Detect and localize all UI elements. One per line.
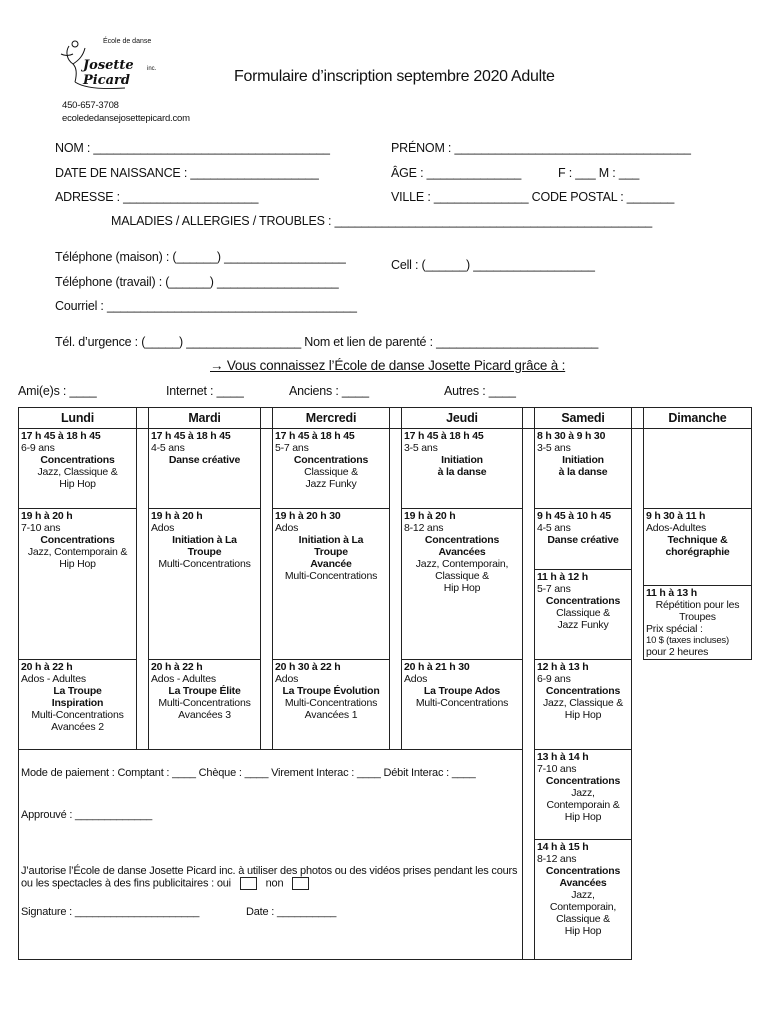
autres-field[interactable]: Autres : ____ [444, 384, 516, 398]
class-samedi-3: 11 h à 12 h 5-7 ans Concentrations Classique & Jazz Funky [537, 571, 621, 631]
class-samedi-1: 8 h 30 à 9 h 30 3-5 ans Initiation à la danse [535, 429, 632, 509]
sexe-field[interactable]: F : ___ M : ___ [558, 166, 640, 180]
nom-field[interactable]: NOM : ___________________________________ [55, 141, 330, 155]
day-mardi: Mardi [149, 408, 261, 429]
day-header-row [19, 408, 752, 429]
autorise-line1: J’autorise l’École de danse Josette Picard inc. à utiliser des photos ou des vidéos prises pendant les cours [21, 864, 518, 877]
payment-section [19, 750, 523, 840]
paiement-field[interactable]: Mode de paiement : Comptant : ____ Chèque : ____ Virement Interac : ____ Débit Interac : ____ [21, 767, 476, 779]
authorization-section [19, 840, 523, 960]
class-samedi-6: 14 h à 15 h 8-12 ans Concentrations Avancées Jazz, Contemporain, Classique & Hip Hop [535, 840, 632, 960]
class-mercredi-1: 17 h 45 à 18 h 45 5-7 ans Concentrations Classique & Jazz Funky [273, 429, 390, 509]
school-logo [55, 38, 165, 100]
signature-field[interactable]: Signature : _____________________ [21, 905, 200, 918]
class-mardi-1: 17 h 45 à 18 h 45 4-5 ans Danse créative [149, 429, 261, 509]
class-mardi-3: 20 h à 22 h Ados - Adultes La Troupe Élite Multi-Concentrations Avancées 3 [149, 660, 261, 750]
phone-number: 450-657-3708 [62, 100, 119, 111]
adresse-field[interactable]: ADRESSE : ____________________ [55, 190, 259, 204]
class-mardi-2: 19 h à 20 h Ados Initiation à La Troupe Multi-Concentrations [149, 509, 261, 660]
class-mercredi-2: 19 h à 20 h 30 Ados Initiation à La Troupe Avancée Multi-Concentrations [273, 509, 390, 660]
tel-maison-field[interactable]: Téléphone (maison) : (______) __________________ [55, 250, 346, 264]
class-dimanche-1: 9 h 30 à 11 h Ados-Adultes Technique & chorégraphie [644, 509, 751, 586]
day-lundi: Lundi [19, 408, 137, 429]
class-lundi-2: 19 h à 20 h 7-10 ans Concentrations Jazz, Contemporain & Hip Hop [19, 509, 137, 660]
internet-field[interactable]: Internet : ____ [166, 384, 244, 398]
prenom-field[interactable]: PRÉNOM : ___________________________________ [391, 141, 691, 155]
class-jeudi-1: 17 h 45 à 18 h 45 3-5 ans Initiation à la danse [402, 429, 523, 509]
day-dimanche: Dimanche [644, 408, 752, 429]
class-jeudi-2: 19 h à 20 h 8-12 ans Concentrations Avancées Jazz, Contemporain, Classique & Hip Hop [402, 509, 523, 660]
oui-checkbox[interactable] [240, 877, 257, 890]
approuve-field[interactable]: Approuvé : _____________ [21, 809, 152, 821]
non-checkbox[interactable] [292, 877, 309, 890]
date-naissance-field[interactable]: DATE DE NAISSANCE : ___________________ [55, 166, 319, 180]
class-samedi-2: 9 h 45 à 10 h 45 4-5 ans Danse créative [535, 509, 631, 570]
class-lundi-1: 17 h 45 à 18 h 45 6-9 ans Concentrations Jazz, Classique & Hip Hop [19, 429, 137, 509]
class-mercredi-3: 20 h 30 à 22 h Ados La Troupe Évolution Multi-Concentrations Avancées 1 [273, 660, 390, 750]
class-lundi-3: 20 h à 22 h Ados - Adultes La Troupe Inspiration Multi-Concentrations Avancées 2 [19, 660, 137, 750]
tel-travail-field[interactable]: Téléphone (travail) : (______) __________________ [55, 275, 339, 289]
class-dimanche-2: 11 h à 13 h Répétition pour les Troupes Prix spécial : 10 $ (taxes incluses) pour 2 heures [646, 587, 740, 658]
date-field[interactable]: Date : __________ [246, 905, 337, 918]
cell-field[interactable]: Cell : (______) __________________ [391, 258, 595, 272]
class-samedi-4: 12 h à 13 h 6-9 ans Concentrations Jazz, Classique & Hip Hop [535, 660, 632, 750]
schedule-table [18, 407, 752, 960]
ville-codepostal-field[interactable]: VILLE : ______________ CODE POSTAL : _______ [391, 190, 675, 204]
anciens-field[interactable]: Anciens : ____ [289, 384, 369, 398]
class-jeudi-3: 20 h à 21 h 30 Ados La Troupe Ados Multi-Concentrations [402, 660, 523, 750]
age-field[interactable]: ÂGE : ______________ [391, 166, 522, 180]
day-samedi: Samedi [535, 408, 632, 429]
logo-top-text: École de danse [103, 38, 152, 45]
day-mercredi: Mercredi [273, 408, 390, 429]
urgence-field[interactable]: Tél. d’urgence : (_____) _________________ Nom et lien de parenté : ________________________ [55, 335, 599, 349]
autorise-line2: ou les spectacles à des fins publicitaires : oui [21, 876, 231, 889]
logo-name: Josette Picard [83, 58, 134, 88]
non-label: non [265, 876, 284, 889]
form-title: Formulaire d’inscription septembre 2020 Adulte [234, 68, 555, 85]
class-samedi-5: 13 h à 14 h 7-10 ans Concentrations Jazz, Contemporain & Hip Hop [535, 750, 632, 840]
dimanche-column [644, 509, 752, 660]
samedi-column-middle [535, 509, 632, 660]
amis-field[interactable]: Ami(e)s : ____ [18, 384, 97, 398]
day-jeudi: Jeudi [402, 408, 523, 429]
connaissez-heading: → Vous connaissez l’École de danse Josette Picard grâce à : [210, 358, 566, 373]
courriel-field[interactable]: Courriel : _____________________________________ [55, 299, 357, 313]
website: ecolededansejosettepicard.com [62, 113, 190, 124]
logo-suffix: inc. [147, 66, 157, 72]
dimanche-empty [644, 429, 752, 509]
maladies-field[interactable]: MALADIES / ALLERGIES / TROUBLES : _______________________________________________ [111, 214, 652, 228]
